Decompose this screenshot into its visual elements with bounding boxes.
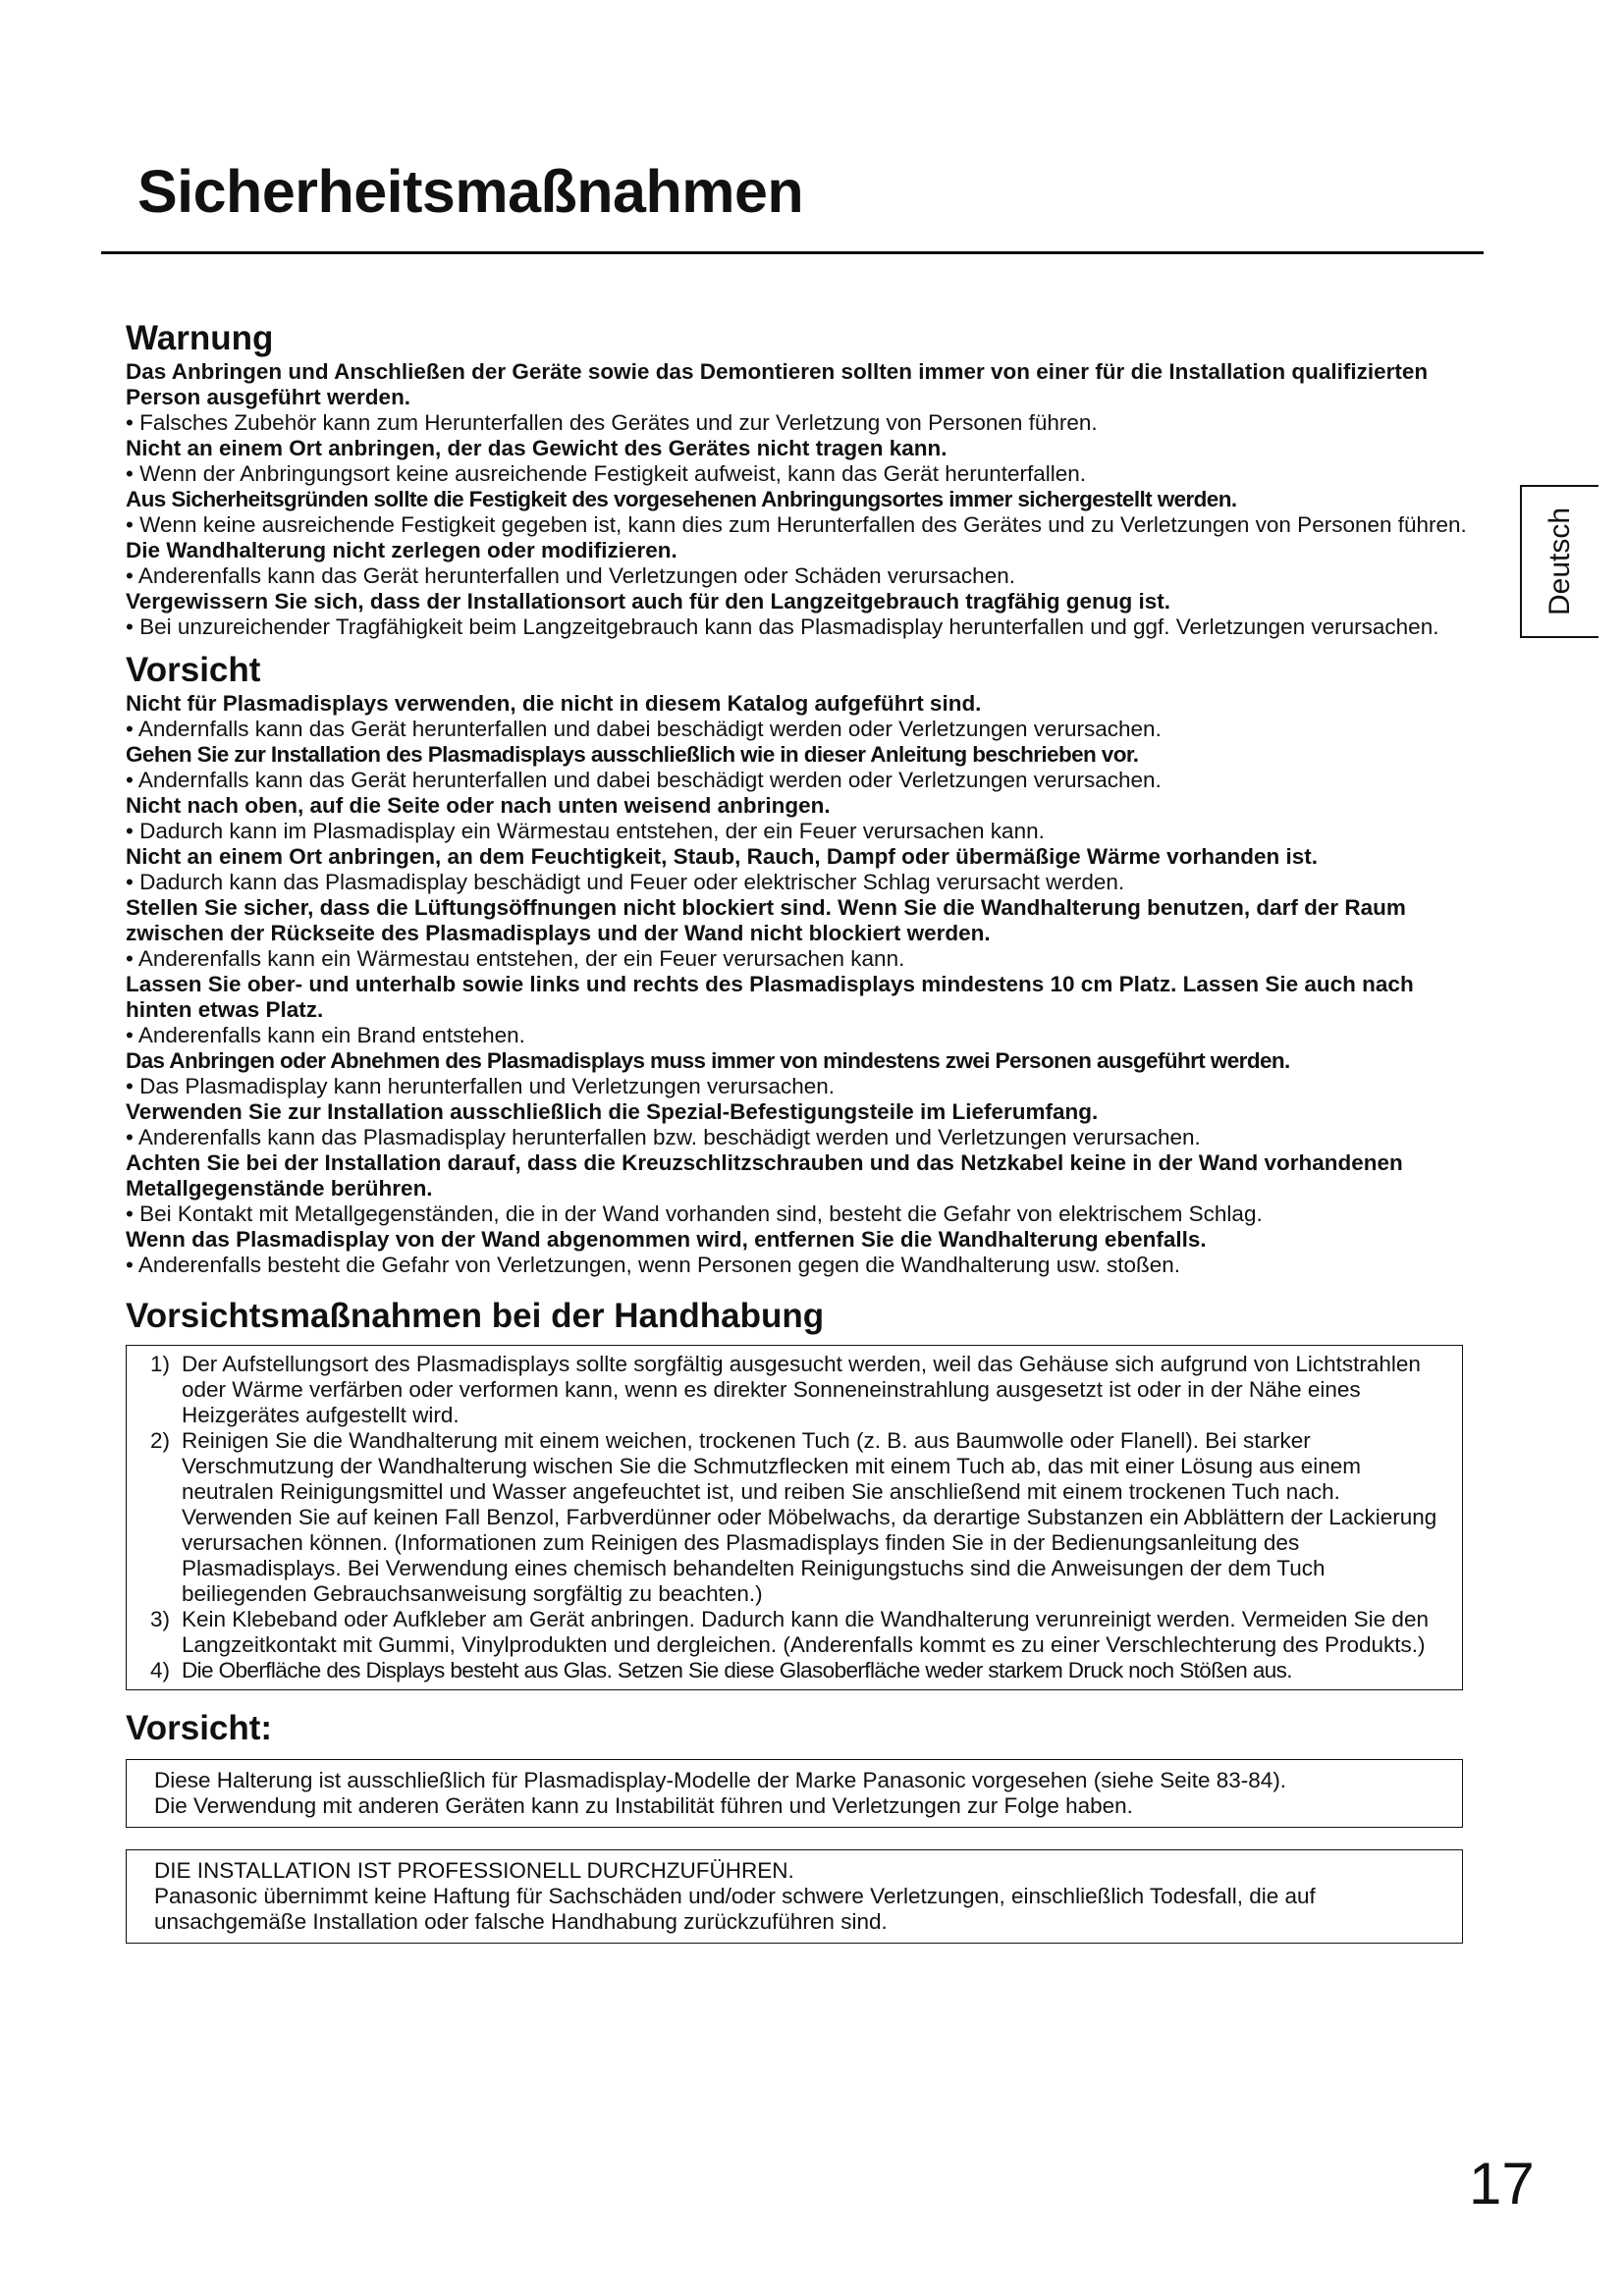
vorsicht-item — [126, 972, 1481, 1048]
vorsicht-item — [126, 691, 1481, 742]
warnung-item-title: Die Wandhalterung nicht zerlegen oder modifizieren. — [126, 538, 677, 562]
vorsicht-item-body: • Bei Kontakt mit Metallgegenständen, die in der Wand vorhanden sind, besteht die Gefahr von elektrischem Schlag. — [126, 1201, 1263, 1226]
vorsicht-item-body: • Anderenfalls besteht die Gefahr von Verletzungen, wenn Personen gegen die Wandhalterung usw. stoßen. — [126, 1253, 1181, 1277]
vorsicht-item-body: • Anderenfalls kann ein Brand entstehen. — [126, 1023, 525, 1047]
vorsicht-heading: Vorsicht — [126, 651, 261, 689]
warnung-item — [126, 359, 1481, 436]
warnung-item-body: • Wenn keine ausreichende Festigkeit gegeben ist, kann dies zum Herunterfallen des Gerätes und zu Verletzungen von Personen führen. — [126, 512, 1467, 537]
installation-notice-title: DIE INSTALLATION IST PROFESSIONELL DURCHZUFÜHREN. — [154, 1858, 794, 1883]
vorsicht-item — [126, 895, 1481, 972]
warnung-item-body: • Wenn der Anbringungsort keine ausreichende Festigkeit aufweist, kann das Gerät herunterfallen. — [126, 461, 1087, 486]
handhabung-heading: Vorsichtsmaßnahmen bei der Handhabung — [126, 1297, 825, 1335]
warnung-item-title: Nicht an einem Ort anbringen, der das Gewicht des Gerätes nicht tragen kann. — [126, 436, 947, 460]
handhabung-box — [126, 1345, 1463, 1690]
vorsicht-item-body: • Anderenfalls kann ein Wärmestau entstehen, der ein Feuer verursachen kann. — [126, 946, 905, 971]
language-tab — [1520, 485, 1598, 638]
vorsicht-item — [126, 1227, 1481, 1278]
warnung-item-title: Das Anbringen und Anschließen der Geräte sowie das Demontieren sollten immer von einer für die Installation qualifizierten Person ausgeführt werden. — [126, 359, 1429, 409]
warnung-item — [126, 538, 1481, 589]
warnung-item — [126, 436, 1481, 487]
vorsicht2-heading: Vorsicht: — [126, 1709, 273, 1747]
vorsicht-item-title: Lassen Sie ober- und unterhalb sowie links und rechts des Plasmadisplays mindestens 10 cm Platz. Lassen Sie auch nach hinten etwas Platz. — [126, 972, 1414, 1022]
handhabung-item-number: 4) — [150, 1658, 171, 1682]
warnung-item-body: • Anderenfalls kann das Gerät herunterfallen und Verletzungen oder Schäden verursachen. — [126, 563, 1015, 588]
language-tab-label: Deutsch — [1543, 507, 1576, 616]
warnung-item-body: • Falsches Zubehör kann zum Herunterfallen des Gerätes und zur Verletzung von Personen führen. — [126, 410, 1098, 435]
vorsicht-item-title: Verwenden Sie zur Installation ausschließlich die Spezial-Befestigungsteile im Lieferumfang. — [126, 1099, 1099, 1124]
installation-notice-box — [126, 1849, 1463, 1944]
handhabung-item-number: 2) — [150, 1428, 171, 1453]
handhabung-item-text: Reinigen Sie die Wandhalterung mit einem weichen, trockenen Tuch (z. B. aus Baumwolle oder Flanell). Bei starker Verschmutzung der Wandhalterung wischen Sie die Schmutzflecken mit einem Tuch ab, das mit einer Lösung aus einem neutralen Reinigungsmittel und Wasser angefeuchtet ist, und reiben Sie anschließend mit einem trockenen Tuch nach. Verwenden Sie auf keinen Fall Benzol, Farbverdünner oder Möbelwachs, da derartige Substanzen ein Abblättern der Lackierung verursachen können. (Informationen zum Reinigen des Plasmadisplays finden Sie in der Bedienungsanleitung des Plasmadisplays. Bei Verwendung eines chemisch behandelten Reinigungstuchs sind die Anweisungen der dem Tuch beiliegenden Gebrauchsanweisung sorgfältig zu beachten.) — [182, 1428, 1437, 1606]
warnung-heading: Warnung — [126, 319, 274, 357]
warnung-item-title: Aus Sicherheitsgründen sollte die Festigkeit des vorgesehenen Anbringungsortes immer sichergestellt werden. — [126, 487, 1237, 511]
vorsicht-item-title: Gehen Sie zur Installation des Plasmadisplays ausschließlich wie in dieser Anleitung beschrieben vor. — [126, 742, 1139, 767]
warnung-item — [126, 487, 1481, 538]
handhabung-item-number: 3) — [150, 1607, 171, 1631]
vorsicht-item-body: • Anderenfalls kann das Plasmadisplay herunterfallen bzw. beschädigt werden und Verletzungen verursachen. — [126, 1125, 1201, 1149]
vorsicht-item-title: Wenn das Plasmadisplay von der Wand abgenommen wird, entfernen Sie die Wandhalterung ebenfalls. — [126, 1227, 1207, 1252]
vorsicht-item — [126, 742, 1481, 793]
vorsicht-item-title: Nicht für Plasmadisplays verwenden, die nicht in diesem Katalog aufgeführt sind. — [126, 691, 982, 716]
vorsicht-item — [126, 1048, 1481, 1099]
vorsicht-item-title: Stellen Sie sicher, dass die Lüftungsöffnungen nicht blockiert sind. Wenn Sie die Wandhalterung benutzen, darf der Raum zwischen der Rückseite des Plasmadisplays und der Wand nicht blockiert werden. — [126, 895, 1406, 945]
page-title: Sicherheitsmaßnahmen — [137, 158, 804, 225]
vorsicht-item-body: • Andernfalls kann das Gerät herunterfallen und dabei beschädigt werden oder Verletzungen verursachen. — [126, 768, 1162, 792]
handhabung-item — [150, 1607, 1446, 1658]
warnung-item-title: Vergewissern Sie sich, dass der Installationsort auch für den Langzeitgebrauch tragfähig genug ist. — [126, 589, 1170, 614]
main-content — [126, 314, 1481, 1944]
vorsicht2-line: Diese Halterung ist ausschließlich für Plasmadisplay-Modelle der Marke Panasonic vorgesehen (siehe Seite 83-84). — [154, 1768, 1287, 1792]
handhabung-item-number: 1) — [150, 1352, 171, 1376]
vorsicht-item-title: Das Anbringen oder Abnehmen des Plasmadisplays muss immer von mindestens zwei Personen ausgeführt werden. — [126, 1048, 1290, 1073]
vorsicht-item-body: • Dadurch kann im Plasmadisplay ein Wärmestau entstehen, der ein Feuer verursachen kann. — [126, 819, 1045, 843]
vorsicht-item-title: Achten Sie bei der Installation darauf, dass die Kreuzschlitzschrauben und das Netzkabel keine in der Wand vorhandenen Metallgegenstände berühren. — [126, 1150, 1403, 1201]
vorsicht-item — [126, 1099, 1481, 1150]
vorsicht-item-body: • Andernfalls kann das Gerät herunterfallen und dabei beschädigt werden oder Verletzungen verursachen. — [126, 717, 1162, 741]
warnung-item-body: • Bei unzureichender Tragfähigkeit beim Langzeitgebrauch kann das Plasmadisplay herunterfallen und ggf. Verletzungen verursachen. — [126, 614, 1439, 639]
vorsicht-item — [126, 844, 1481, 895]
title-divider — [101, 251, 1484, 254]
handhabung-item — [150, 1428, 1446, 1607]
handhabung-item — [150, 1658, 1446, 1683]
vorsicht-item — [126, 1150, 1481, 1227]
handhabung-item-text: Der Aufstellungsort des Plasmadisplays sollte sorgfältig ausgesucht werden, weil das Gehäuse sich aufgrund von Lichtstrahlen oder Wärme verfärben oder verformen kann, wenn es direkter Sonneneinstrahlung ausgesetzt ist oder in der Nähe eines Heizgerätes aufgestellt wird. — [182, 1352, 1421, 1427]
vorsicht-item-title: Nicht an einem Ort anbringen, an dem Feuchtigkeit, Staub, Rauch, Dampf oder übermäßige Wärme vorhanden ist. — [126, 844, 1318, 869]
installation-notice-text: Panasonic übernimmt keine Haftung für Sachschäden und/oder schwere Verletzungen, einschließlich Todesfall, die auf unsachgemäße Installation oder falsche Handhabung zurückzuführen sind. — [154, 1884, 1316, 1934]
vorsicht2-box — [126, 1759, 1463, 1828]
vorsicht2-line: Die Verwendung mit anderen Geräten kann zu Instabilität führen und Verletzungen zur Folge haben. — [154, 1793, 1133, 1818]
handhabung-item — [150, 1352, 1446, 1428]
vorsicht-item-body: • Das Plasmadisplay kann herunterfallen und Verletzungen verursachen. — [126, 1074, 836, 1098]
warnung-item — [126, 589, 1481, 640]
handhabung-item-text: Die Oberfläche des Displays besteht aus Glas. Setzen Sie diese Glasoberfläche weder starkem Druck noch Stößen aus. — [182, 1658, 1292, 1682]
vorsicht-item-title: Nicht nach oben, auf die Seite oder nach unten weisend anbringen. — [126, 793, 831, 818]
vorsicht-item — [126, 793, 1481, 844]
vorsicht-item-body: • Dadurch kann das Plasmadisplay beschädigt und Feuer oder elektrischer Schlag verursacht werden. — [126, 870, 1125, 894]
page-number: 17 — [1469, 2151, 1535, 2216]
handhabung-item-text: Kein Klebeband oder Aufkleber am Gerät anbringen. Dadurch kann die Wandhalterung verunreinigt werden. Vermeiden Sie den Langzeitkontakt mit Gummi, Vinylprodukten und dergleichen. (Anderenfalls kommt es zu einer Verschlechterung des Produkts.) — [182, 1607, 1429, 1657]
